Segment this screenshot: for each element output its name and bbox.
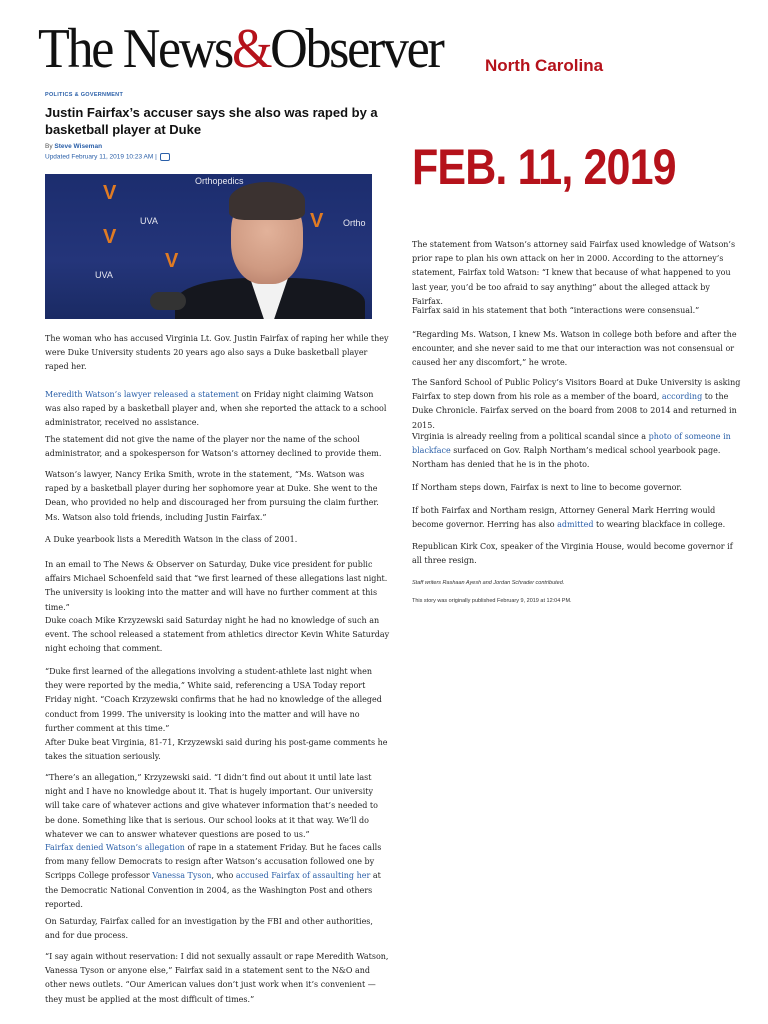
updated-text: Updated February 11, 2019 10:23 AM | [45,153,157,161]
masthead-part2: Observer [270,18,443,80]
paragraph-text: In an email to The News & Observer on Saturday, Duke vice president for public affairs Michael Schoenfeld said that “we first learned of these allegations last night. The university is looking into the matter and will have no further comment at this time.” [45,560,388,612]
paragraph-text: If Northam steps down, Fairfax is next to line to become governor. [412,483,682,492]
article-paragraph [412,304,742,318]
paragraph-text: to wearing blackface in college. [593,520,726,530]
masthead-logo [38,14,443,84]
article-paragraph [412,328,742,371]
paragraph-text: On Saturday, Fairfax called for an investigation by the FBI and other authorities, and for due process. [45,917,373,941]
original-publish-note: This story was originally published February 9, 2019 at 12:04 PM. [412,598,572,604]
article-paragraph [45,433,390,461]
paragraph-text: The statement did not give the name of the player nor the name of the school administrator, and a spokesperson for Watson’s attorney declined to provide them. [45,435,382,459]
byline-prefix: By [45,143,53,150]
author-link[interactable]: Steve Wiseman [54,143,103,150]
paragraph-text: The woman who has accused Virginia Lt. Gov. Justin Fairfax of raping her while they were Duke University students 20 years ago also says a Duke basketball player raped her. [45,334,389,372]
paragraph-text: on Friday night claiming Watson was also raped by a basketball player and, when she reported the attack to a school administrator, received no assistance. [45,390,387,428]
photo-backdrop-text: Orthopedics [195,176,244,186]
article-paragraph [45,468,390,525]
article-paragraph [45,771,390,842]
article-paragraph [45,614,390,657]
paragraph-text: surfaced on Gov. Ralph Northam’s medical school yearbook page. Northam has denied that he is in the photo. [412,446,721,470]
paragraph-text: of rape in a statement Friday. But he faces calls from many fellow Democrats to resign after Watson’s accusation followed one by Scripps College professor [45,843,382,881]
annotation-date: FEB. 11, 2019 [412,139,676,195]
paragraph-text: , who [211,871,236,881]
staff-contribution-note: Staff writers Rashaan Ayesh and Jordan Schrader contributed. [412,580,565,586]
uva-logo-icon: V [103,226,117,248]
masthead-part1: The News [38,18,232,80]
article-paragraph [45,736,390,764]
inline-link[interactable]: Fairfax denied Watson’s allegation [45,843,185,852]
paragraph-text: “Duke first learned of the allegations involving a student-athlete last night when they were reported by the media,” White said, referencing a USA Today report Friday night. “Coach Krzyzewski confirms that he had no knowledge of the alleged conduct from 1999. The university is looking into the matter and will have no further comment at this time.” [45,667,382,733]
paragraph-text: The statement from Watson’s attorney said Fairfax used knowledge of Watson’s prior rape to plan his own attack on her in 2000. According to the attorney’s statement, Fairfax told Watson: “I knew that because of what happened to you last year, you’d be too afraid to say anything” about the alleged attack by Fairfax. [412,240,736,306]
microphone [150,292,186,310]
photo-backdrop-text: UVA [140,216,158,226]
article-paragraph [45,533,390,547]
article-paragraph [412,376,742,433]
byline [45,143,102,150]
updated-timestamp [45,153,170,161]
region-label: North Carolina [485,56,604,75]
paragraph-text: The Sanford School of Public Policy’s Visitors Board at Duke University is asking Fairfax to step down from his role as a member of the board, [412,378,741,402]
article-paragraph [45,841,390,912]
article-paragraph [45,950,390,1007]
inline-link[interactable]: photo of someone in blackface [412,432,731,456]
article-paragraph [45,665,390,736]
paragraph-text: to the Duke Chronicle. Fairfax served on the board from 2008 to 2014 and returned in 2015. [412,392,737,430]
article-paragraph [412,504,742,532]
article-paragraph [45,332,390,375]
article-paragraph [45,388,390,431]
photo-person-hair [229,182,305,220]
inline-link[interactable]: Vanessa Tyson [152,871,212,881]
article-paragraph [412,430,742,473]
article-paragraph [45,915,390,943]
inline-link[interactable]: Meredith Watson’s lawyer released a statement [45,390,239,399]
paragraph-text: A Duke yearbook lists a Meredith Watson in the class of 2001. [45,535,298,544]
inline-link[interactable]: accused Fairfax of assaulting her [235,871,371,881]
comment-icon[interactable] [160,153,170,161]
paragraph-text: Virginia is already reeling from a political scandal since a [412,432,649,441]
paragraph-text: Duke coach Mike Krzyzewski said Saturday night he had no knowledge of such an event. The school released a statement from athletics director Kevin White Saturday night echoing that comment. [45,616,390,654]
paragraph-text: If both Fairfax and Northam resign, Attorney General Mark Herring would become governor. Herring has also [412,506,716,530]
photo-backdrop-text: Ortho [343,218,366,228]
paragraph-text: “I say again without reservation: I did not sexually assault or rape Meredith Watson, Vanessa Tyson or anyone else,” Fairfax said in a statement sent to the N&O and other news outlets. “Our American values don’t just work when it’s convenient — they must be applied at the most difficult of times.” [45,952,389,1004]
paragraph-text: Fairfax said in his statement that both “interactions were consensual.” [412,306,700,315]
paragraph-text: Republican Kirk Cox, speaker of the Virginia House, would become governor if all three resign. [412,542,733,566]
paragraph-text: Watson’s lawyer, Nancy Erika Smith, wrote in the statement, “Ms. Watson was raped by a basketball player during her sophomore year at Duke. She went to the Dean, who provided no help and discouraged her from pursuing the claim further. Ms. Watson also told friends, including Justin Fairfax.” [45,470,379,522]
paragraph-text: “Regarding Ms. Watson, I knew Ms. Watson in college both before and after the encounter, and she never said to me that our interaction was not consensual or caused her any discomfort,” he wrote. [412,330,737,368]
photo-backdrop-text: UVA [95,270,113,280]
paragraph-text: at the Democratic National Convention in 2004, as the Washington Post and others reported. [45,871,381,909]
paragraph-text: After Duke beat Virginia, 81-71, Krzyzewski said during his post-game comments he takes the situation seriously. [45,738,388,762]
article-headline: Justin Fairfax’s accuser says she also was raped by a basketball player at Duke [45,105,378,137]
masthead-ampersand: & [231,18,271,80]
section-label[interactable]: POLITICS & GOVERNMENT [45,92,124,98]
paragraph-text: “There’s an allegation,” Krzyzewski said. “I didn’t find out about it until late last night and I have no knowledge about it. That is hugely important. Our university will take care of whatever actions and give whatever information that’s needed to be done. Something like that is serious. Our school looks at it that way. We’ll do whatever we can to answer whatever questions are posed to us.” [45,773,378,839]
uva-logo-icon: V [165,250,179,272]
article-paragraph [412,238,742,309]
uva-logo-icon: V [103,182,117,204]
article-paragraph [412,540,742,568]
article-paragraph [45,558,390,615]
article-paragraph [412,481,742,495]
inline-link[interactable]: according [661,392,703,402]
inline-link[interactable]: admitted [557,520,594,530]
uva-logo-icon: V [310,210,324,232]
article-photo [45,174,372,319]
